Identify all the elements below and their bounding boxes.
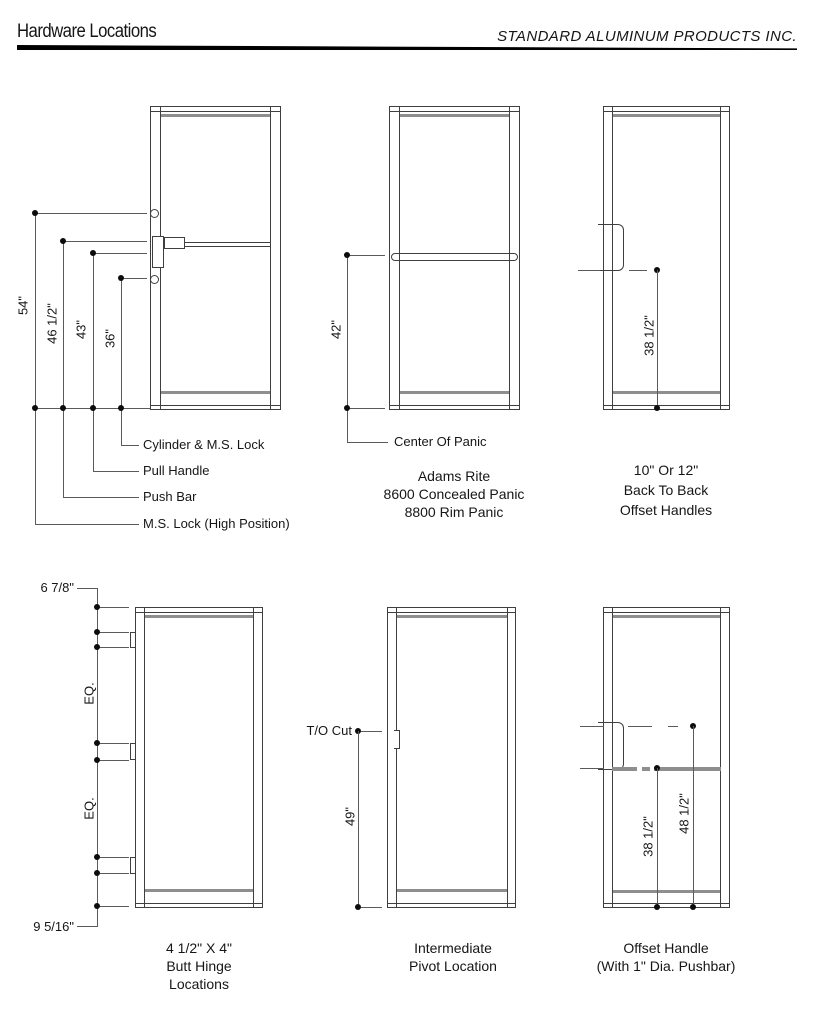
cylinder-circle-high	[150, 209, 159, 218]
dimension-dot	[690, 904, 696, 910]
door2-top-rail-line	[390, 111, 519, 112]
door4-left-stile-line	[144, 608, 145, 907]
dim-text-eq1: EQ.	[81, 682, 97, 705]
door6-glass-top-shade	[613, 615, 720, 618]
door3-top-rail-line	[604, 111, 729, 112]
door3-right-stile-line	[720, 107, 721, 409]
extension-line	[97, 873, 129, 874]
dimension-dot	[90, 250, 96, 256]
door4-caption-line1: 4 1/2" X 4"	[166, 940, 232, 956]
door6-top-rail-line	[604, 612, 729, 613]
extension-line	[97, 647, 129, 648]
door5-bottom-rail-line	[388, 903, 515, 904]
extension-line	[35, 213, 147, 214]
dim-line-43	[93, 253, 94, 471]
offset-pull-handle	[598, 722, 624, 770]
extension-line	[97, 760, 129, 761]
centerline-segment	[580, 726, 604, 727]
leader-line	[77, 588, 97, 589]
butt-hinge-middle	[130, 743, 136, 760]
door5-glass-top-shade	[397, 615, 507, 618]
label-cylinder-ms-lock: Cylinder & M.S. Lock	[143, 437, 265, 452]
dimension-dot	[94, 854, 100, 860]
centerline-segment	[578, 270, 600, 271]
extension-line	[63, 241, 147, 242]
header-rule	[17, 45, 797, 50]
extension-line	[97, 607, 129, 608]
centerline-dash	[628, 726, 652, 727]
butt-hinge-top	[130, 632, 136, 648]
cylinder-circle-low	[150, 275, 159, 284]
extension-line	[97, 857, 129, 858]
company-name: STANDARD ALUMINUM PRODUCTS INC.	[497, 28, 797, 45]
dimension-dot	[344, 405, 350, 411]
lock-body	[152, 236, 164, 268]
dimension-dot	[118, 275, 124, 281]
dim-text-43: 43"	[73, 319, 89, 340]
extension-line	[121, 278, 147, 279]
door5-caption-line2: Pivot Location	[409, 958, 497, 974]
door1-bottom-rail-line	[151, 405, 280, 406]
dim-text-42: 42"	[328, 319, 344, 340]
dimension-dot	[654, 405, 660, 411]
dimension-dot	[94, 644, 100, 650]
label-pull-handle: Pull Handle	[143, 463, 210, 478]
dimension-dot	[90, 405, 96, 411]
dimension-dot	[32, 210, 38, 216]
push-bar-bottom-line	[185, 246, 270, 247]
label-ms-lock-high: M.S. Lock (High Position)	[143, 516, 290, 531]
dim-text-38: 38 1/2"	[641, 315, 657, 356]
centerline-gap	[637, 766, 642, 772]
door6-bottom-rail-line	[604, 903, 729, 904]
door1-right-stile-line	[270, 107, 271, 409]
panic-bar	[391, 253, 518, 261]
label-center-of-panic: Center Of Panic	[394, 434, 487, 449]
dim-line-38	[657, 270, 658, 408]
door6-caption-line2: (With 1" Dia. Pushbar)	[596, 958, 736, 974]
leader-line	[347, 442, 388, 443]
door3-caption-line3: Offset Handles	[619, 502, 713, 518]
label-to-cut: T/O Cut	[306, 723, 352, 738]
door2-caption-line1: Adams Rite	[417, 468, 491, 484]
dim-text-38b: 38 1/2"	[640, 816, 656, 857]
door3-caption-line1: 10" Or 12"	[633, 462, 699, 478]
leader-line	[93, 471, 139, 472]
dimension-dot	[344, 252, 350, 258]
dim-line-54	[35, 213, 36, 524]
door4-glass-bottom-shade	[145, 889, 253, 892]
door5-left-stile-line	[396, 608, 397, 907]
door6-glass-bottom-shade	[613, 890, 720, 893]
dim-text-46: 46 1/2"	[44, 303, 60, 344]
dim-text-eq2: EQ.	[81, 797, 97, 820]
dim-text-54: 54"	[15, 295, 31, 316]
leader-line	[77, 926, 97, 927]
door5-glass-bottom-shade	[397, 889, 507, 892]
door5-frame	[387, 607, 516, 908]
door3-bottom-rail-line	[604, 405, 729, 406]
centerline-dash	[668, 726, 678, 727]
extension-line	[361, 907, 382, 908]
extension-line	[97, 743, 129, 744]
dim-text-49: 49"	[342, 806, 358, 827]
dimension-dot	[94, 604, 100, 610]
dimension-dot	[118, 405, 124, 411]
dim-line-48	[693, 726, 694, 907]
door5-right-stile-line	[507, 608, 508, 907]
dimension-dot	[94, 870, 100, 876]
dimension-dot	[60, 238, 66, 244]
offset-pull-handle	[598, 224, 624, 271]
door4-top-rail-line	[136, 612, 262, 613]
door1-frame	[150, 106, 281, 410]
extension-line	[347, 255, 385, 256]
door4-caption-line2: Butt Hinge	[166, 958, 232, 974]
door4-bottom-rail-line	[136, 903, 262, 904]
centerline-dash	[629, 270, 647, 271]
pushbar	[612, 767, 721, 771]
dim-line-36	[121, 278, 122, 445]
door1-glass-top-shade	[161, 114, 270, 117]
leader-line	[35, 524, 139, 525]
page-title: Hardware Locations	[17, 21, 157, 42]
door2-glass-top-shade	[400, 114, 509, 117]
door4-caption-line3: Locations	[169, 976, 229, 992]
door2-caption-line2: 8600 Concealed Panic	[383, 486, 525, 502]
door2-glass-bottom-shade	[400, 391, 509, 394]
door4-frame	[135, 607, 263, 908]
pivot-cut-notch	[394, 730, 400, 749]
dim-text-36: 36"	[102, 328, 118, 349]
dim-line-49	[358, 731, 359, 907]
dim-line-42	[347, 255, 348, 442]
door3-caption-line2: Back To Back	[623, 482, 709, 498]
dimension-dot	[654, 904, 660, 910]
leader-line	[121, 445, 139, 446]
door1-glass-bottom-shade	[161, 391, 270, 394]
door1-top-rail-line	[151, 111, 280, 112]
door3-glass-top-shade	[613, 114, 720, 117]
door6-caption-line1: Offset Handle	[623, 940, 709, 956]
dimension-dot	[32, 405, 38, 411]
butt-hinge-bottom	[130, 857, 136, 874]
door3-glass-bottom-shade	[613, 391, 720, 394]
dimension-dot	[60, 405, 66, 411]
dim-line-38b	[657, 768, 658, 907]
extension-line	[93, 253, 147, 254]
leader-line	[63, 497, 139, 498]
dim-text-9-5-16: 9 5/16"	[33, 919, 74, 934]
leader-line	[361, 731, 382, 732]
extension-line	[97, 632, 129, 633]
push-bar-top-line	[185, 242, 270, 243]
extension-line	[347, 408, 385, 409]
dim-text-6-7-8: 6 7/8"	[40, 580, 74, 595]
dimension-dot	[94, 629, 100, 635]
dimension-dot	[94, 757, 100, 763]
door5-top-rail-line	[388, 612, 515, 613]
dim-text-48: 48 1/2"	[676, 793, 692, 834]
door6-right-stile-line	[720, 608, 721, 907]
extension-line	[97, 906, 129, 907]
door2-caption-line3: 8800 Rim Panic	[404, 504, 504, 520]
centerline-segment	[580, 768, 604, 769]
door5-caption-line1: Intermediate	[414, 940, 492, 956]
dimension-dot	[94, 740, 100, 746]
door4-right-stile-line	[253, 608, 254, 907]
push-bar-end-cap	[164, 237, 185, 249]
door4-glass-top-shade	[145, 615, 253, 618]
door2-bottom-rail-line	[390, 405, 519, 406]
dimension-dot	[94, 903, 100, 909]
dim-line-46	[63, 241, 64, 498]
label-push-bar: Push Bar	[143, 489, 197, 504]
